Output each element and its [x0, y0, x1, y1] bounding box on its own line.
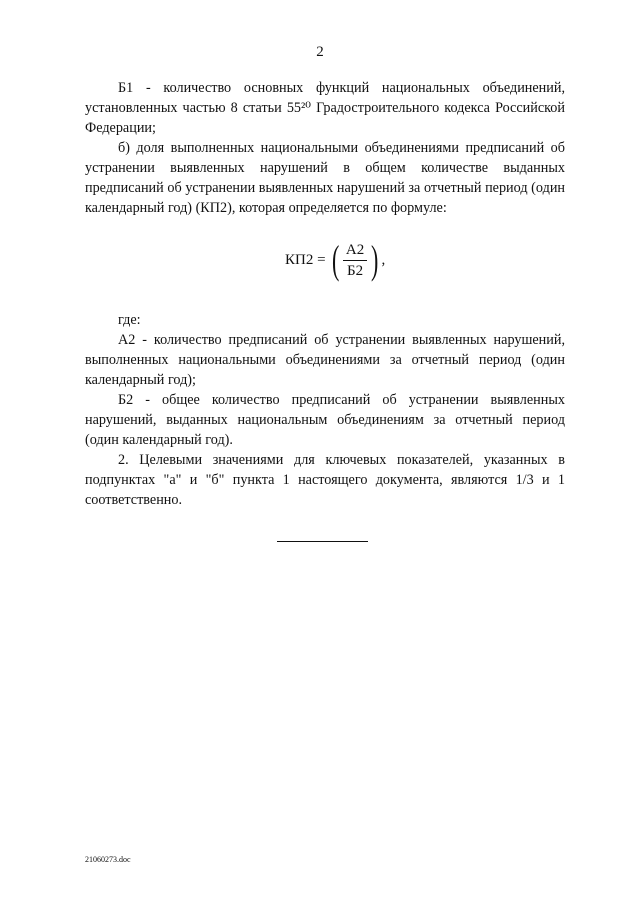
- where-label: где:: [118, 312, 141, 328]
- formula-lhs: КП2 =: [285, 252, 326, 268]
- paragraph-a2-definition: А2 - количество предписаний об устранении выявленных нарушений, выполненных национальными объединениями за отчетный период (один календарный год);: [85, 332, 565, 388]
- document-body: [85, 78, 565, 510]
- paragraph-b-share: б) доля выполненных национальными объединениями предписаний об устранении выявленных нарушений в общем количестве выданных предписаний об устранении выявленных нарушений за отчетный период (один календарный год) (КП2), которая определяется по формуле:: [85, 140, 565, 216]
- formula-denominator: Б2: [346, 262, 364, 279]
- left-paren: (: [331, 237, 339, 282]
- formula-kp2: [85, 236, 565, 284]
- paragraph-b1-definition: Б1 - количество основных функций национальных объединений, установленных частью 8 статьи 55²⁰ Градостроительного кодекса Российской Федерации;: [85, 80, 565, 136]
- end-divider-line: [277, 541, 368, 542]
- page-number: 2: [316, 44, 324, 60]
- right-paren: ): [371, 237, 379, 282]
- paragraph-target-values: 2. Целевыми значениями для ключевых показателей, указанных в подпунктах "а" и "б" пункта 1 настоящего документа, являются 1/3 и 1 соответственно.: [85, 452, 565, 508]
- formula-trailing-comma: ,: [381, 252, 386, 268]
- paragraph-b2-definition: Б2 - общее количество предписаний об устранении выявленных нарушений, выданных национальным объединениям за отчетный период (один календарный год).: [85, 392, 565, 448]
- footer-document-code: 21060273.doc: [85, 855, 131, 864]
- formula-numerator: А2: [343, 240, 367, 261]
- formula-fraction: [343, 240, 367, 281]
